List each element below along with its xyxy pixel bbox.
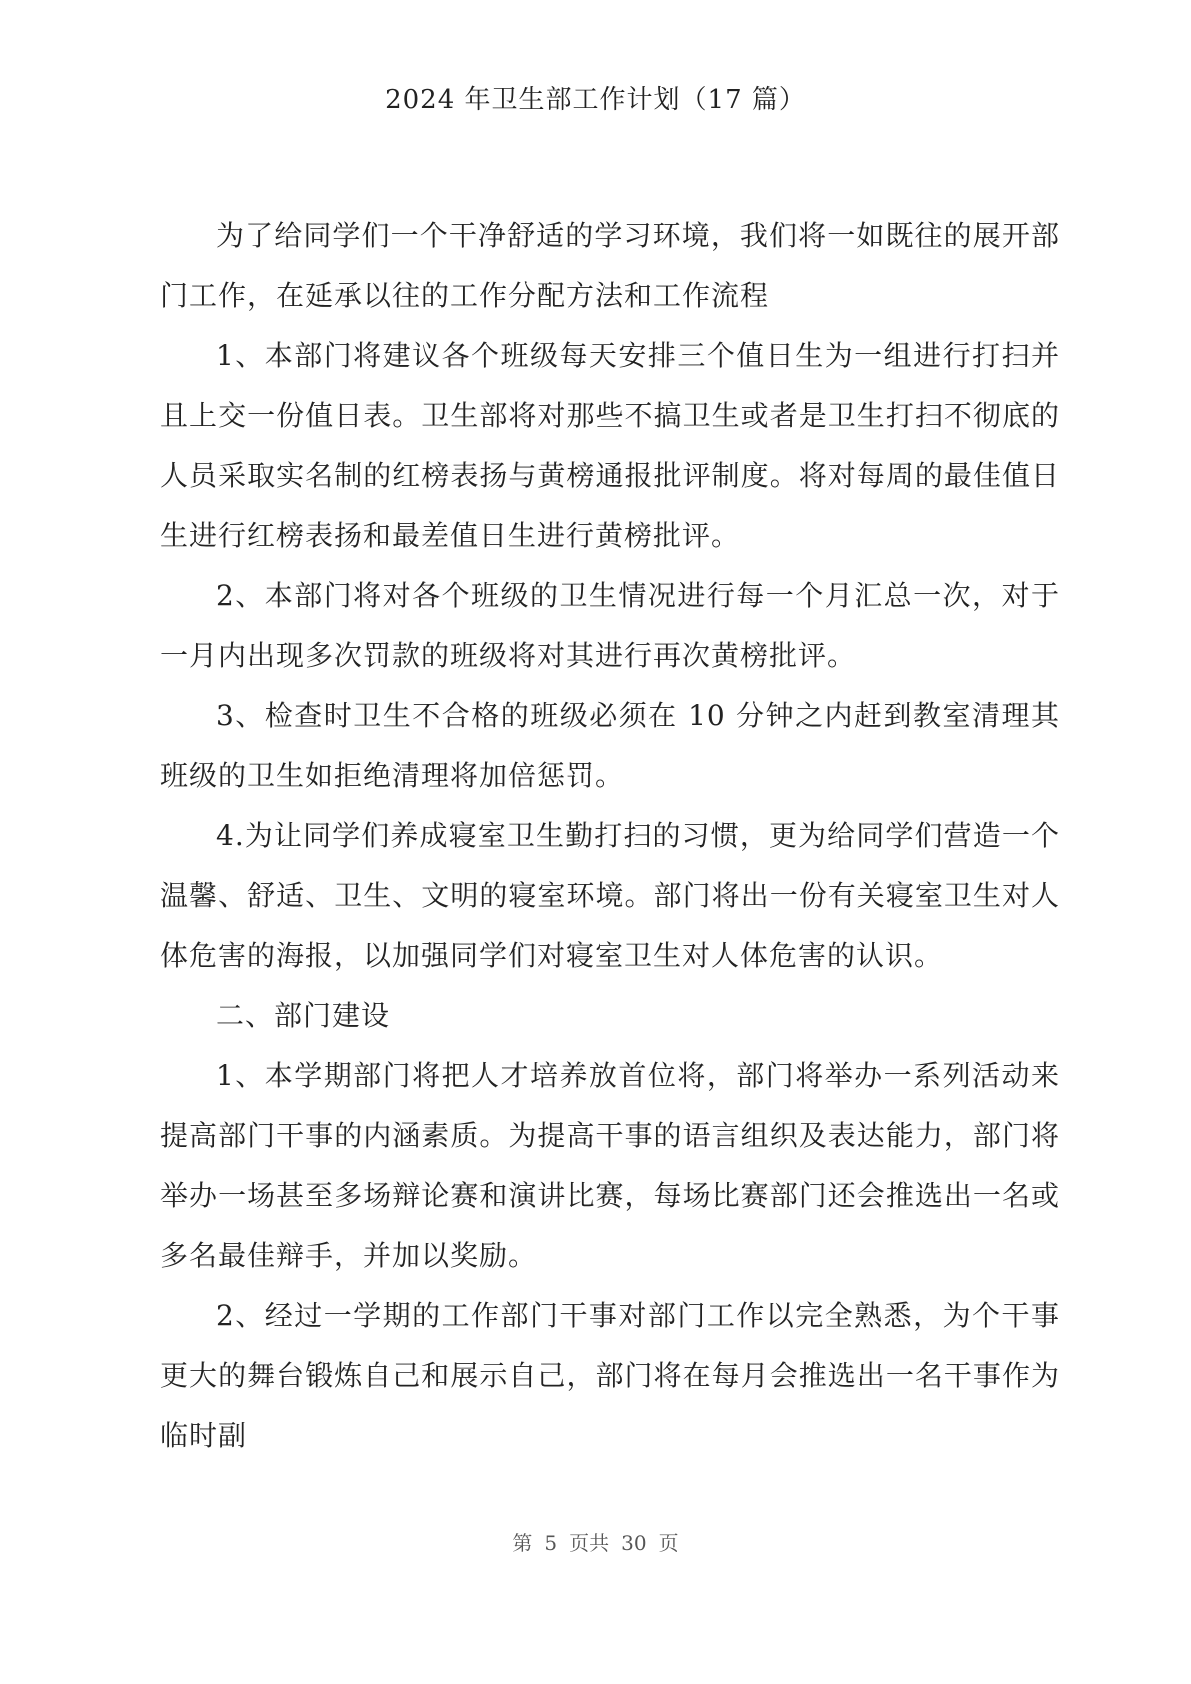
paragraph-item-1: 1、本部门将建议各个班级每天安排三个值日生为一组进行打扫并且上交一份值日表。卫生部将对那些不搞卫生或者是卫生打扫不彻底的人员采取实名制的红榜表扬与黄榜通报批评制度。将对每周的最佳值日生进行红榜表扬和最差值日生进行黄榜批评。 — [160, 339, 1060, 552]
paragraph-building-2: 2、经过一学期的工作部门干事对部门工作以完全熟悉，为个干事更大的舞台锻炼自己和展示自己，部门将在每月会推选出一名干事作为临时副 — [160, 1299, 1060, 1452]
footer-total-pages: 30 — [621, 1531, 647, 1555]
paragraph-intro: 为了给同学们一个干净舒适的学习环境，我们将一如既往的展开部门工作，在延承以往的工作分配方法和工作流程 — [160, 219, 1060, 312]
paragraph-item-4: 4.为让同学们养成寝室卫生勤打扫的习惯，更为给同学们营造一个温馨、舒适、卫生、文明的寝室环境。部门将出一份有关寝室卫生对人体危害的海报，以加强同学们对寝室卫生对人体危害的认识。 — [160, 819, 1060, 972]
document-body — [160, 206, 1060, 1466]
paragraph-building-1: 1、本学期部门将把人才培养放首位将，部门将举办一系列活动来提高部门干事的内涵素质。为提高干事的语言组织及表达能力，部门将举办一场甚至多场辩论赛和演讲比赛，每场比赛部门还会推选出一名或多名最佳辩手，并加以奖励。 — [160, 1059, 1060, 1272]
page-footer — [0, 1528, 1191, 1558]
paragraph-item-2: 2、本部门将对各个班级的卫生情况进行每一个月汇总一次，对于一月内出现多次罚款的班级将对其进行再次黄榜批评。 — [160, 579, 1060, 672]
footer-page-number: 5 — [544, 1531, 558, 1555]
paragraph-item-3: 3、检查时卫生不合格的班级必须在 10 分钟之内赶到教室清理其班级的卫生如拒绝清理将加倍惩罚。 — [160, 699, 1060, 792]
footer-prefix: 第 — [512, 1531, 533, 1555]
footer-middle: 页共 — [569, 1531, 610, 1555]
section-heading-department-building: 二、部门建设 — [216, 999, 391, 1032]
footer-suffix: 页 — [658, 1531, 679, 1555]
document-title: 2024 年卫生部工作计划（17 篇） — [385, 85, 806, 115]
